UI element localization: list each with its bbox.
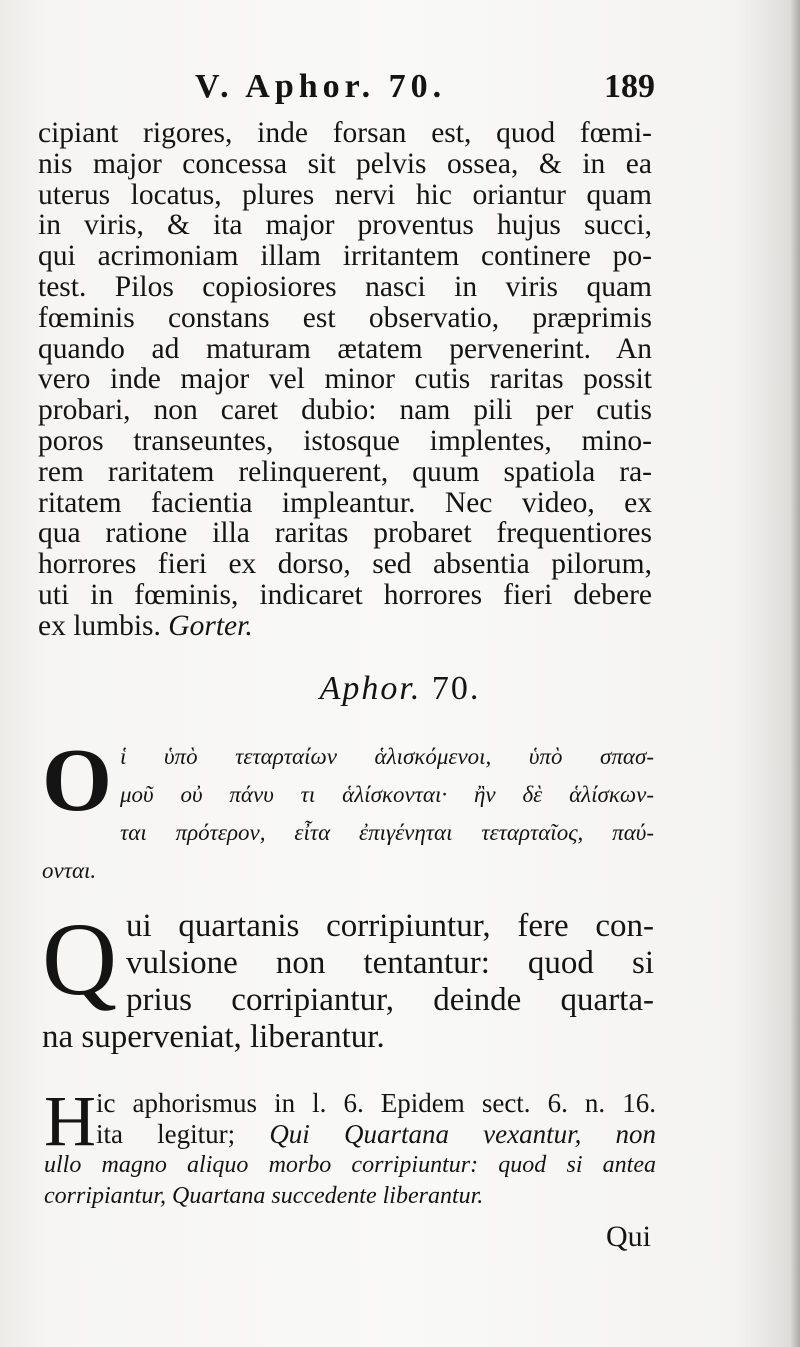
text-line: qui acrimoniam illam irritantem continere po- — [38, 240, 652, 273]
greek-line: ονται. — [42, 858, 97, 883]
text-line: uti in fœminis, indicaret horrores fieri debere — [38, 578, 652, 611]
catchword: Qui — [606, 1220, 651, 1253]
commentary-line — [96, 1119, 656, 1150]
body-text — [38, 118, 652, 642]
greek-line: ἱ ὑπὸ τεταρταίων ἁλισκόμενοι, ὑπὸ σπασ- — [120, 744, 654, 769]
aphorism-label: Aphor. — [319, 670, 422, 707]
text-line: qua ratione illa raritas probaret frequentiores — [38, 517, 652, 550]
text-line: horrores fieri ex dorso, sed absentia pilorum, — [38, 548, 652, 581]
commentary — [44, 1081, 657, 1212]
latin-line: prius corripiantur, deinde quarta- — [126, 982, 654, 1018]
latin-drop-cap: Q — [42, 902, 118, 1017]
text-line-last — [38, 611, 652, 642]
running-head — [195, 68, 665, 108]
greek-line: ται πρότερον, εἶτα ἐπιγένηται τεταρταῖος, παύ- — [120, 820, 654, 845]
aphorism-number: 70. — [431, 670, 481, 707]
text-line: vero inde major vel minor cutis raritas possit — [38, 363, 652, 396]
commentary-line: ullo magno aliquo morbo corripiuntur: quod si antea — [44, 1152, 656, 1178]
latin-line: ui quartanis corripiuntur, fere con- — [126, 908, 654, 944]
text-line: rem raritatem relinquerent, quum spatiola ra- — [38, 455, 652, 488]
running-title: V. Aphor. 70. — [195, 68, 447, 105]
text-line: poros transeuntes, istosque implentes, mino- — [38, 424, 652, 457]
commentary-drop-cap: H — [44, 1081, 96, 1161]
commentary-fragment: ita legitur; — [96, 1119, 236, 1149]
commentary-line: ic aphorismus in l. 6. Epidem sect. 6. n. 16. — [96, 1088, 656, 1118]
text-line: uterus locatus, plures nervi hic oriantur quam — [38, 178, 652, 211]
greek-drop-cap: O — [42, 731, 113, 830]
text-line: ritatem facientia impleantur. Nec video, ex — [38, 486, 652, 519]
latin-translation — [42, 902, 654, 1056]
text-line: in viris, & ita major proventus hujus succi, — [38, 209, 652, 242]
commentary-line: corripiantur, Quartana succedente liberantur. — [44, 1183, 484, 1209]
aphorism-heading — [0, 670, 800, 708]
greek-text — [42, 731, 654, 890]
text-line: probari, non caret dubio: nam pili per cutis — [38, 394, 652, 427]
latin-line: vulsione non tentantur: quod si — [126, 945, 654, 981]
text-line: cipiant rigores, inde forsan est, quod fœmi- — [38, 117, 652, 149]
page-number: 189 — [604, 68, 655, 105]
greek-line: μοῦ οὐ πάνυ τι ἁλίσκονται· ἢν δὲ ἁλίσκων- — [120, 782, 654, 807]
author-citation: Gorter. — [168, 609, 253, 642]
text-line: nis major concessa sit pelvis ossea, & in ea — [38, 147, 652, 180]
latin-line: na superveniat, liberantur. — [42, 1019, 385, 1055]
text-line: fœminis constans est observatio, præprimis — [38, 301, 652, 334]
text-line: quando ad maturam ætatem pervenerint. An — [38, 332, 652, 365]
text-line: test. Pilos copiosiores nasci in viris quam — [38, 270, 652, 303]
commentary-quote: Qui Quartana vexantur, non — [269, 1119, 657, 1149]
text-fragment: ex lumbis. — [38, 609, 161, 642]
